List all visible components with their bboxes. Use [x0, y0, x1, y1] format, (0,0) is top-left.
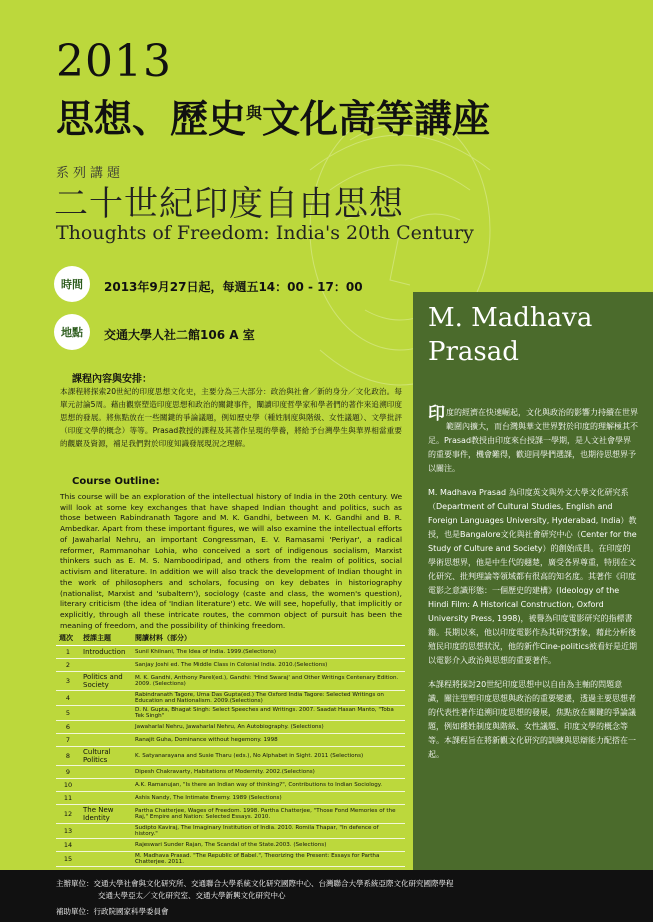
course-note: 本課程將探討20世紀印度思想中以自由為主軸的問題意識，關注型塑印度思想與政治的重要變遷，透過主要思想者的代表性著作追溯印度思想的發展，焦點放在關鍵的爭論議題，例如種姓制度與階級、女性議題、印度文學的概念等等。本課程旨在將新觀文化研究的訓練與思辯能力配搭在一起。 — [428, 680, 636, 759]
week-number: 4 — [56, 691, 80, 706]
schedule-row — [56, 706, 405, 721]
week-material: A.K. Ramanujan, "Is there an Indian way of thinking?", Contributions to Indian Sociology. — [132, 779, 405, 792]
schedule-row — [56, 747, 405, 766]
topic-title-en: Thoughts of Freedom: India's 20th Century — [56, 222, 474, 244]
week-number: 1 — [56, 646, 80, 659]
content-heading: 課程內容與安排： — [72, 374, 152, 385]
schedule-row — [56, 792, 405, 805]
schedule-row — [56, 766, 405, 779]
series-title-part-b: 文化高等講座 — [262, 96, 491, 141]
schedule-row — [56, 734, 405, 747]
week-material: K. Satyanarayana and Susie Tharu (eds.), No Alphabet in Sight. 2011 (Selections) — [132, 747, 405, 766]
outline-paragraph-en: This course will be an exploration of the intellectual history of India in the 20th century. We will look at some key exchanges that have shaped Indian thought and politics, such as those between Rabindranath Tagore and M. K. Gandhi, between M. K. Gandhi and B. R. Ambedkar. Apart from these important figures, we will also examine the intellectual efforts of Jawaharlal Nehru, an important Congressman, E. V. Ramasami 'Periyar', a radical reformer, Rammanohar Lohia, who conceived a sort of indigenous socialism, Marxist thinkers such as E. M. S. Namboodiripad, and others from the realm of politics, social activism and literature. In addition we will also track the development of Indian thought in the work of philosophers and scholars, focusing on key debates in historiography (nationalist, Marxist and 'subaltern'), sociology (caste and class, the women's question), literary criticism (the idea of 'Indian literature') etc. We will see, hopefully, that implicitly or explicitly, through all these intricate routes, the common object of pursuit has been the meaning of freedom, and the possibility of thinking freedom. — [60, 492, 402, 630]
week-theme — [80, 792, 132, 805]
topic-title-zh: 二十世紀印度自由思想 — [54, 184, 404, 224]
week-number: 13 — [56, 824, 80, 839]
schedule-row — [56, 839, 405, 852]
week-material: M. K. Gandhi, Anthony Parel(ed.), Gandhi: 'Hind Swaraj' and Other Writings Centenary Edition. 2009. (Selections) — [132, 672, 405, 691]
sponsor-row — [56, 906, 169, 917]
week-number: 12 — [56, 805, 80, 824]
week-theme — [80, 839, 132, 852]
week-number: 10 — [56, 779, 80, 792]
schedule-header-row — [56, 631, 405, 646]
week-material: Dipesh Chakravarty, Habitations of Modernity. 2002.(Selections) — [132, 766, 405, 779]
footer — [0, 870, 653, 922]
intro-initial: 印 — [428, 404, 445, 424]
week-number: 15 — [56, 852, 80, 867]
week-theme — [80, 824, 132, 839]
speaker-intro-paragraph — [428, 406, 638, 476]
week-number: 14 — [56, 839, 80, 852]
week-theme — [80, 721, 132, 734]
week-material: Ranajit Guha, Dominance without hegemony. 1998 — [132, 734, 405, 747]
week-material: Partha Chatterjee, Wages of Freedom. 1998. Partha Chatterjee, "Those Fond Memories of the Raj," Empire and Nation: Selected Essays. 2010. — [132, 805, 405, 824]
week-material: M. Madhava Prasad. "The Republic of Babel.", Theorizing the Present: Essays for Partha Chatterjee. 2011. — [132, 852, 405, 867]
week-theme: The New Identity — [80, 805, 132, 824]
place-value: 交通大學人社二館106 A 室 — [104, 328, 255, 342]
schedule-row — [56, 824, 405, 839]
speaker-name: M. Madhava Prasad — [428, 303, 593, 367]
week-theme — [80, 691, 132, 706]
organizer-row-1 — [56, 878, 454, 889]
schedule-body — [56, 646, 405, 867]
week-number: 9 — [56, 766, 80, 779]
week-material: Rajeswari Sunder Rajan, The Scandal of the State.2003. (Selections) — [132, 839, 405, 852]
time-value: 2013年9月27日起，每週五14：00 - 17：00 — [104, 280, 363, 294]
schedule-row — [56, 659, 405, 672]
content-paragraph-zh: 本課程將探索20世紀的印度思想文化史，主要分為三大部分：政治與社會／新的身分／文化政治。每單元討論5周。藉由觀察塑造印度思想和政治的關鍵事件，闡讀印度哲學家和學者們的著作來追溯印度思想的發展。將焦點放在一些關鍵的爭論議題，例如歷史學（種姓制度與階級、女性議題）、文學批評（印度文學的概念）等等。Prasad教授的課程及其著作呈現的學養，將給予台灣學生與華界相當重要的觀嚴及資源，補足我們對於印度知識發展現況之理解。 — [60, 387, 402, 448]
series-title-part-a: 思想、歷史 — [56, 96, 247, 141]
week-theme — [80, 779, 132, 792]
week-theme — [80, 766, 132, 779]
series-title-connector: 與 — [246, 103, 263, 123]
schedule-row — [56, 805, 405, 824]
sponsor-label: 補助單位： — [56, 907, 94, 916]
schedule-row — [56, 646, 405, 659]
week-theme — [80, 706, 132, 721]
organizer-label: 主辦單位： — [56, 879, 94, 888]
week-theme — [80, 734, 132, 747]
week-number: 3 — [56, 672, 80, 691]
week-theme — [80, 852, 132, 867]
series-sub-label: 系列講題 — [56, 166, 125, 181]
time-badge: 時間 — [56, 268, 88, 300]
speaker-intro: 度的經濟在快速崛起，文化與政治的影響力持續在世界範圍內擴大，而台灣與華文世界對於印度的理解極其不足。Prasad教授由印度來台授課一學期，是人文社會學界的重要事件，機會難得，歡迎同學們選課，也期待思想界予以關注。 — [428, 408, 638, 473]
col-week: 週次 — [56, 631, 80, 646]
speaker-text — [428, 406, 638, 772]
sponsor-name: 行政院國家科學委員會 — [93, 907, 169, 916]
schedule-table — [56, 631, 405, 867]
week-material: D. N. Gupta, Bhagat Singh: Select Speeches and Writings. 2007. Saadat Hasan Manto, "Toba Tek Singh" — [132, 706, 405, 721]
outline-heading: Course Outline: — [72, 476, 160, 487]
week-theme: Introduction — [80, 646, 132, 659]
week-theme: Cultural Politics — [80, 747, 132, 766]
col-material: 閱讀材料（部分） — [132, 631, 405, 646]
place-badge: 地點 — [56, 316, 88, 348]
week-number: 7 — [56, 734, 80, 747]
week-material: Sudipto Kaviraj, The Imaginary Institution of India. 2010. Romila Thapar, "In defence of history." — [132, 824, 405, 839]
event-year: 2013 — [56, 36, 172, 87]
speaker-bio: M. Madhava Prasad 為印度英文與外文大學文化研究系（Department of Cultural Studies, English and Foreign Languages University, Hyderabad, India）教授，也是Bangalore文化與社會研究中心（Center for the Study of Culture and Society）的創始成員。在印度的學術思想界，他是中生代的翹楚，廣受各界尊重，特別在文化研究、批判理論等領域都有很高的知名度。其著作《印度電影之意識形態：一個歷史的建構》(Ideology of the Hindi Film: A Historical Construction, Oxford University Press, 1998)，被譽為印度電影研究的指標書籍。長期以來，他以印度電影作為其研究對象，藉此分析後殖民印度的思想狀況，他的新作Cine-politics被看好是近期以電影介入政治與思想的重要著作。 — [428, 488, 638, 665]
week-material: Jawaharlal Nehru, Jawaharlal Nehru, An Autobiography. (Selections) — [132, 721, 405, 734]
week-material: Sunil Khilnani, The Idea of India. 1999.(Selections) — [132, 646, 405, 659]
organizer-line-2: 交通大學亞太／文化研究室、交通大學新興文化研究中心 — [98, 891, 286, 900]
week-material: Sanjay Joshi ed. The Middle Class in Colonial India. 2010.(Selections) — [132, 659, 405, 672]
week-number: 2 — [56, 659, 80, 672]
week-number: 11 — [56, 792, 80, 805]
week-material: Ashis Nandy, The Intimate Enemy. 1989 (Selections) — [132, 792, 405, 805]
schedule-row — [56, 721, 405, 734]
organizer-line-1: 交通大學社會與文化研究所、交通聯合大學系統文化研究國際中心、台灣聯合大學系統亞際文化研究國際學程 — [93, 879, 454, 888]
schedule-row — [56, 779, 405, 792]
week-theme — [80, 659, 132, 672]
week-number: 8 — [56, 747, 80, 766]
series-title — [56, 88, 490, 143]
schedule-row — [56, 672, 405, 691]
week-number: 6 — [56, 721, 80, 734]
schedule-row — [56, 852, 405, 867]
week-number: 5 — [56, 706, 80, 721]
week-material: Rabindranath Tagore, Uma Das Gupta(ed.) The Oxford India Tagore: Selected Writings on Education and Nationalism. 2009.(Selections) — [132, 691, 405, 706]
col-theme: 授課主題 — [80, 631, 132, 646]
week-theme: Politics and Society — [80, 672, 132, 691]
schedule-row — [56, 691, 405, 706]
